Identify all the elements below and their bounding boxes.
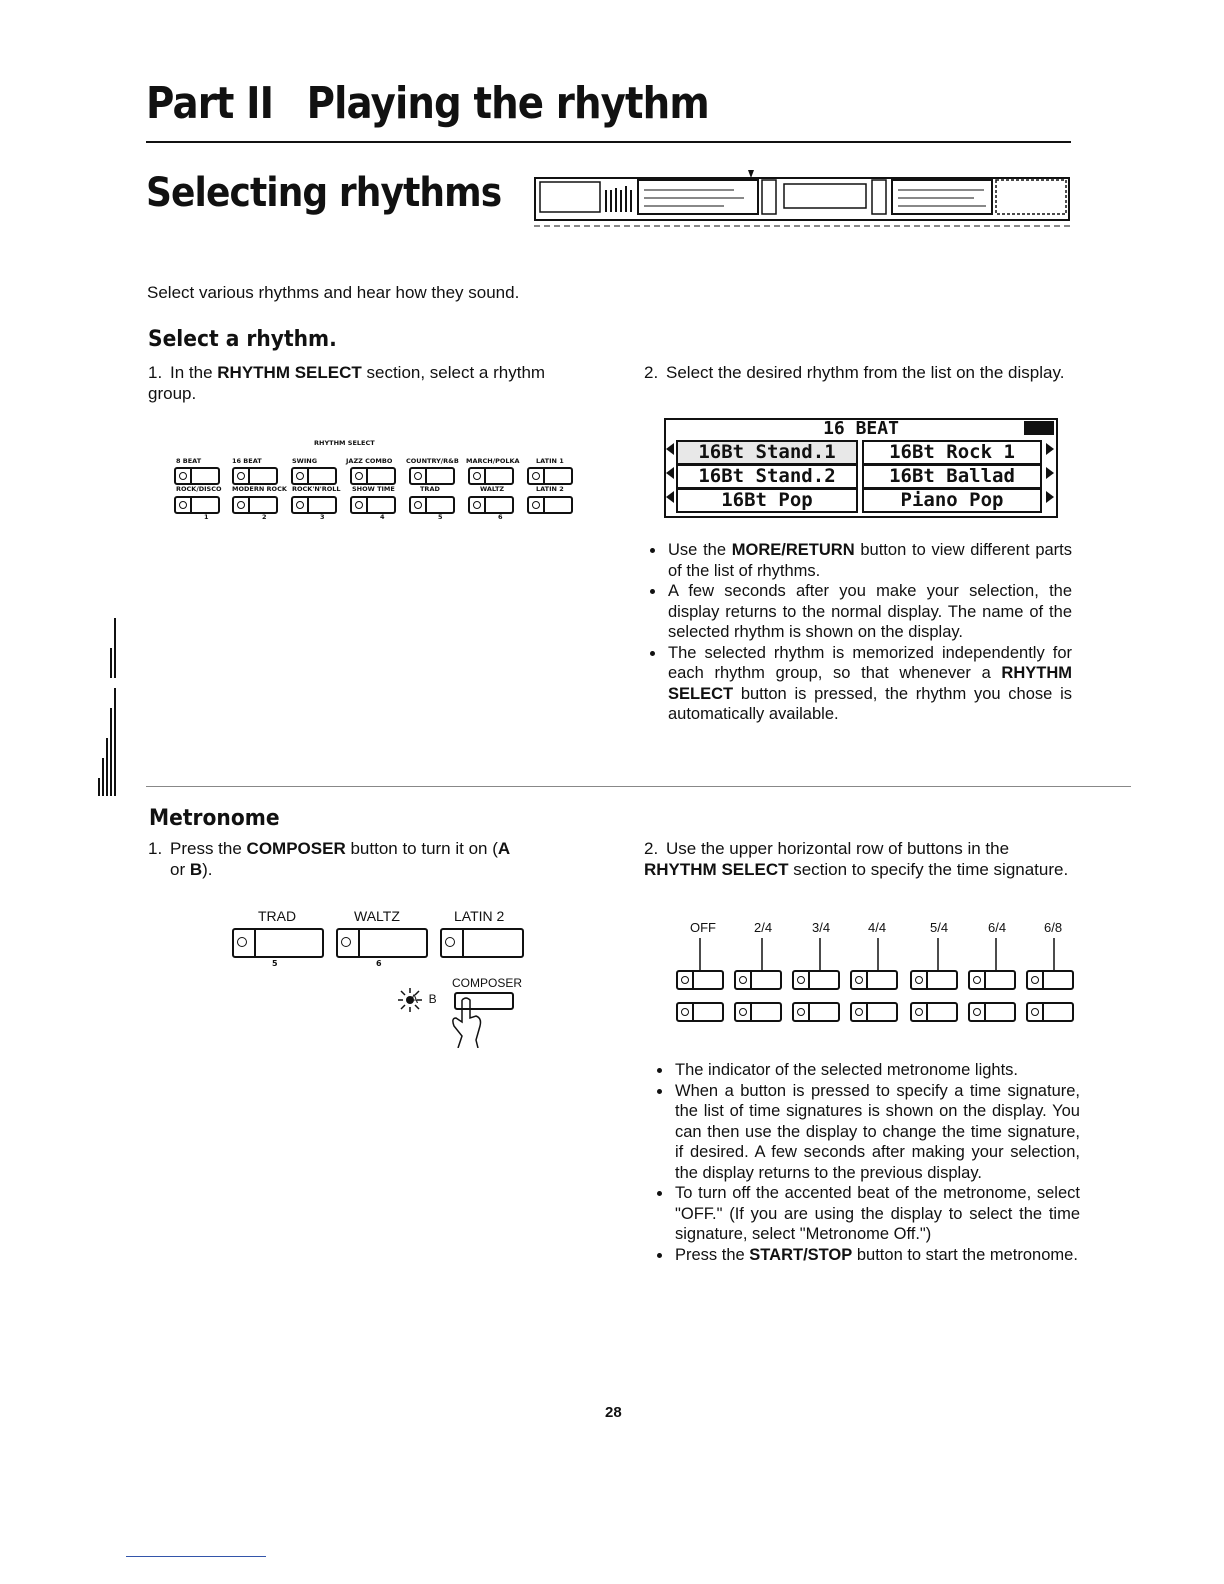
indicator-led: [681, 1008, 689, 1016]
part-heading: Playing the rhythm: [306, 78, 709, 129]
step-text: Press the: [170, 839, 247, 858]
indicator-led: [855, 1008, 863, 1016]
step-number: 1.: [148, 839, 163, 858]
metronome-step-1: [148, 838, 588, 880]
indicator-led: [355, 472, 363, 480]
note-item: [653, 1183, 1080, 1245]
button-label-show-time: SHOW TIME: [352, 485, 395, 493]
rhythm-button-lower[interactable]: [850, 1002, 898, 1022]
note-text: Press the: [675, 1245, 750, 1264]
indicator-led: [237, 472, 245, 480]
indicator-led: [739, 976, 747, 984]
rhythm-select-panel: [174, 436, 584, 526]
button-label-swing: SWING: [292, 457, 318, 465]
time-signature-3-4: 3/4: [812, 920, 831, 935]
rhythm-button-show-time[interactable]: [350, 496, 396, 514]
section-divider: [146, 786, 1131, 787]
button-label-latin-2: LATIN 2: [536, 485, 564, 493]
rhythm-button-country-rnb[interactable]: [409, 467, 455, 485]
step-bold: RHYTHM SELECT: [644, 860, 789, 879]
button-divider: [307, 469, 309, 483]
panel-number: 5: [272, 959, 278, 968]
signature-pointer-lines: [676, 936, 1076, 970]
rhythm-button-latin-1[interactable]: [527, 467, 573, 485]
composer-label: COMPOSER: [452, 976, 523, 990]
step-text: Use the upper horizontal row of buttons in the: [666, 839, 1010, 858]
rhythm-button-trad[interactable]: [409, 496, 455, 514]
button-divider: [984, 1004, 986, 1020]
button-divider: [866, 972, 868, 988]
note-text: To turn off the accented beat of the metronome, select "OFF." (If you are using the display to select the time signature, select "Metronome Off."): [675, 1184, 1080, 1243]
button-divider: [750, 972, 752, 988]
button-divider: [190, 469, 192, 483]
indicator-led: [341, 937, 351, 947]
rhythm-button-latin-2[interactable]: [527, 496, 573, 514]
button-divider: [866, 1004, 868, 1020]
button-divider: [926, 972, 928, 988]
indicator-led: [1031, 1008, 1039, 1016]
note-bold: MORE/RETURN: [731, 541, 855, 559]
title-rule: [146, 141, 1071, 143]
button-label-trad: TRAD: [420, 485, 440, 493]
composer-panel: [230, 908, 530, 1048]
button-label-latin-1: LATIN 1: [536, 457, 564, 465]
button-label-latin-2: LATIN 2: [454, 908, 505, 924]
note-item: [646, 581, 1072, 643]
indicator-led: [355, 501, 363, 509]
panel-number: 4: [380, 513, 385, 521]
indicator-led: [973, 976, 981, 984]
button-divider: [1042, 972, 1044, 988]
indicator-led: [915, 1008, 923, 1016]
section-title: Selecting rhythms: [146, 170, 502, 216]
metronome-off-button[interactable]: [676, 970, 724, 990]
button-divider: [926, 1004, 928, 1020]
time-signature-panel: [676, 918, 1076, 1028]
panel-number: 2: [262, 513, 267, 521]
metronome-step-2: [644, 838, 1074, 880]
step-text: section to specify the time signature.: [788, 860, 1069, 879]
note-text: button is pressed, the rhythm you chose is automatically available.: [668, 684, 1072, 723]
time-signature-5-4: 5/4: [930, 920, 949, 935]
waltz-button[interactable]: [336, 928, 428, 958]
keyboard-panel-illustration: [534, 170, 1070, 232]
right-arrow-icon: [1046, 443, 1054, 455]
rhythm-list-display: [664, 418, 1058, 518]
metronome-3-4-button[interactable]: [792, 970, 840, 990]
select-rhythm-step-1: [148, 362, 580, 404]
button-divider: [808, 1004, 810, 1020]
right-arrow-icon: [1046, 467, 1054, 479]
rhythm-button-16-beat[interactable]: [232, 467, 278, 485]
button-label-waltz: WALTZ: [354, 908, 400, 924]
button-divider: [543, 498, 545, 512]
metronome-5-4-button[interactable]: [910, 970, 958, 990]
rhythm-option-piano-pop[interactable]: Piano Pop: [862, 488, 1042, 513]
note-text: When a button is pressed to specify a time signature, the list of time signatures is shown on the display. You can then use the display to change the time signature, if desired. A few seconds after making your selection, the display returns to the previous display.: [675, 1081, 1080, 1182]
note-item: [646, 540, 1072, 581]
margin-tab-marks: [95, 618, 117, 796]
step-text: button to turn it on (: [345, 839, 498, 858]
left-arrow-icon: [666, 491, 674, 503]
button-divider: [484, 469, 486, 483]
indicator-led: [797, 1008, 805, 1016]
more-indicator-icon: [1024, 421, 1054, 435]
panel-section-label: RHYTHM SELECT: [314, 439, 375, 447]
step-number: 2.: [644, 363, 659, 382]
rhythm-button-jazz-combo[interactable]: [350, 467, 396, 485]
button-label-jazz-combo: JAZZ COMBO: [346, 457, 393, 465]
step-text: section, select a rhythm group.: [148, 363, 546, 403]
indicator-led: [532, 501, 540, 509]
indicator-led: [473, 472, 481, 480]
button-divider: [750, 1004, 752, 1020]
note-text: The indicator of the selected metronome lights.: [675, 1061, 1019, 1079]
indicator-led: [414, 501, 422, 509]
button-label-march-polka: MARCH/POLKA: [466, 457, 520, 465]
ab-indicator-label: A B: [410, 992, 441, 1006]
part-label: Part II: [146, 78, 274, 129]
note-item: [653, 1060, 1080, 1081]
rhythm-option-16bt-rock-1[interactable]: 16Bt Rock 1: [862, 440, 1042, 465]
indicator-led: [445, 937, 455, 947]
left-arrow-icon: [666, 467, 674, 479]
rhythm-button-march-polka[interactable]: [468, 467, 514, 485]
indicator-led: [915, 976, 923, 984]
rhythm-button-lower[interactable]: [968, 1002, 1016, 1022]
rhythm-option-16bt-ballad[interactable]: 16Bt Ballad: [862, 464, 1042, 489]
panel-number: 6: [498, 513, 503, 521]
button-divider: [366, 469, 368, 483]
button-divider: [543, 469, 545, 483]
metronome-4-4-button[interactable]: [850, 970, 898, 990]
step-bold: COMPOSER: [246, 839, 346, 858]
latin-2-button[interactable]: [440, 928, 524, 958]
indicator-led: [414, 472, 422, 480]
button-divider: [358, 930, 360, 956]
button-divider: [248, 469, 250, 483]
panel-number: 5: [438, 513, 443, 521]
panel-number: 6: [376, 959, 382, 968]
rhythm-option-16bt-pop[interactable]: 16Bt Pop: [676, 488, 858, 513]
step-bold: A: [497, 839, 511, 858]
left-arrow-icon: [666, 443, 674, 455]
button-divider: [808, 972, 810, 988]
rhythm-button-rock-n-roll[interactable]: [291, 496, 337, 514]
indicator-led: [855, 976, 863, 984]
time-signature-off: OFF: [690, 920, 716, 935]
step-bold: RHYTHM SELECT: [217, 363, 362, 382]
time-signature-6-4: 6/4: [988, 920, 1007, 935]
button-divider: [692, 972, 694, 988]
rhythm-button-swing[interactable]: [291, 467, 337, 485]
button-divider: [254, 930, 256, 956]
step-text: ).: [202, 860, 213, 879]
page-number: 28: [605, 1404, 622, 1421]
button-label-rock-n-roll: ROCK'N'ROLL: [292, 485, 341, 493]
rhythm-button-modern-rock[interactable]: [232, 496, 278, 514]
button-divider: [366, 498, 368, 512]
indicator-led: [179, 472, 187, 480]
intro-text: Select various rhythms and hear how they sound.: [147, 283, 520, 302]
note-text: The selected rhythm is memorized independently for each rhythm group, so that whenever a: [668, 643, 1072, 682]
metronome-6-4-button[interactable]: [968, 970, 1016, 990]
rhythm-button-rock-disco[interactable]: [174, 496, 220, 514]
note-bold: START/STOP: [749, 1245, 853, 1264]
note-item: [646, 643, 1072, 725]
step-number: 2.: [644, 839, 659, 858]
button-label-waltz: WALTZ: [480, 485, 505, 493]
button-label-trad: TRAD: [258, 908, 297, 924]
button-divider: [425, 469, 427, 483]
select-rhythm-heading: Select a rhythm.: [148, 327, 337, 352]
button-label-16-beat: 16 BEAT: [232, 457, 262, 465]
indicator-led: [1031, 976, 1039, 984]
button-divider: [307, 498, 309, 512]
step-number: 1.: [148, 363, 163, 382]
select-rhythm-step-2: [644, 362, 1072, 383]
button-divider: [984, 972, 986, 988]
indicator-led: [473, 501, 481, 509]
rhythm-button-waltz[interactable]: [468, 496, 514, 514]
rhythm-button-lower[interactable]: [734, 1002, 782, 1022]
indicator-led: [973, 1008, 981, 1016]
panel-number: 3: [320, 513, 325, 521]
button-label-modern-rock: MODERN ROCK: [232, 485, 287, 493]
button-divider: [425, 498, 427, 512]
note-text: button to start the metronome.: [852, 1245, 1078, 1264]
metronome-6-8-button[interactable]: [1026, 970, 1074, 990]
note-text: Use the: [668, 541, 732, 559]
note-item: [653, 1245, 1080, 1266]
rhythm-button-lower[interactable]: [910, 1002, 958, 1022]
rhythm-option-16bt-stand-1[interactable]: 16Bt Stand.1: [676, 440, 858, 465]
time-signature-6-8: 6/8: [1044, 920, 1063, 935]
pressing-finger-icon: [448, 996, 488, 1048]
button-divider: [692, 1004, 694, 1020]
indicator-led: [296, 472, 304, 480]
note-text: button to view different parts of the list of rhythms.: [668, 541, 1072, 580]
panel-number: 1: [204, 513, 209, 521]
time-signature-4-4: 4/4: [868, 920, 887, 935]
display-header: 16 BEAT: [823, 418, 899, 439]
rhythm-button-8-beat[interactable]: [174, 467, 220, 485]
rhythm-button-lower[interactable]: [1026, 1002, 1074, 1022]
indicator-led: [797, 976, 805, 984]
button-divider: [1042, 1004, 1044, 1020]
indicator-led: [681, 976, 689, 984]
indicator-led: [179, 501, 187, 509]
part-title: [146, 78, 709, 129]
step-continuation: or B).: [170, 860, 213, 879]
metronome-2-4-button[interactable]: [734, 970, 782, 990]
trad-button[interactable]: [232, 928, 324, 958]
select-rhythm-notes: [646, 540, 1072, 725]
rhythm-option-16bt-stand-2[interactable]: 16Bt Stand.2: [676, 464, 858, 489]
button-divider: [462, 930, 464, 956]
step-bold: B: [189, 860, 203, 879]
note-bold: RHYTHM SELECT: [668, 664, 1072, 703]
step-text: In the: [170, 363, 218, 382]
rhythm-button-lower[interactable]: [792, 1002, 840, 1022]
right-arrow-icon: [1046, 491, 1054, 503]
rhythm-button-lower[interactable]: [676, 1002, 724, 1022]
footer-rule: [126, 1556, 266, 1557]
button-divider: [484, 498, 486, 512]
metronome-notes: [653, 1060, 1080, 1265]
metronome-heading: Metronome: [149, 806, 280, 831]
indicator-led: [739, 1008, 747, 1016]
note-text: A few seconds after you make your selection, the display returns to the normal display. The name of the selected rhythm is shown on the display.: [668, 582, 1072, 641]
button-divider: [248, 498, 250, 512]
step-text: Select the desired rhythm from the list on the display.: [666, 363, 1065, 382]
indicator-led: [237, 501, 245, 509]
indicator-led: [237, 937, 247, 947]
button-label-country-rnb: COUNTRY/R&B: [406, 457, 459, 465]
indicator-led: [532, 472, 540, 480]
button-label-rock-disco: ROCK/DISCO: [176, 485, 222, 493]
indicator-led: [296, 501, 304, 509]
time-signature-2-4: 2/4: [754, 920, 773, 935]
button-divider: [190, 498, 192, 512]
note-item: [653, 1081, 1080, 1184]
button-label-8-beat: 8 BEAT: [176, 457, 202, 465]
